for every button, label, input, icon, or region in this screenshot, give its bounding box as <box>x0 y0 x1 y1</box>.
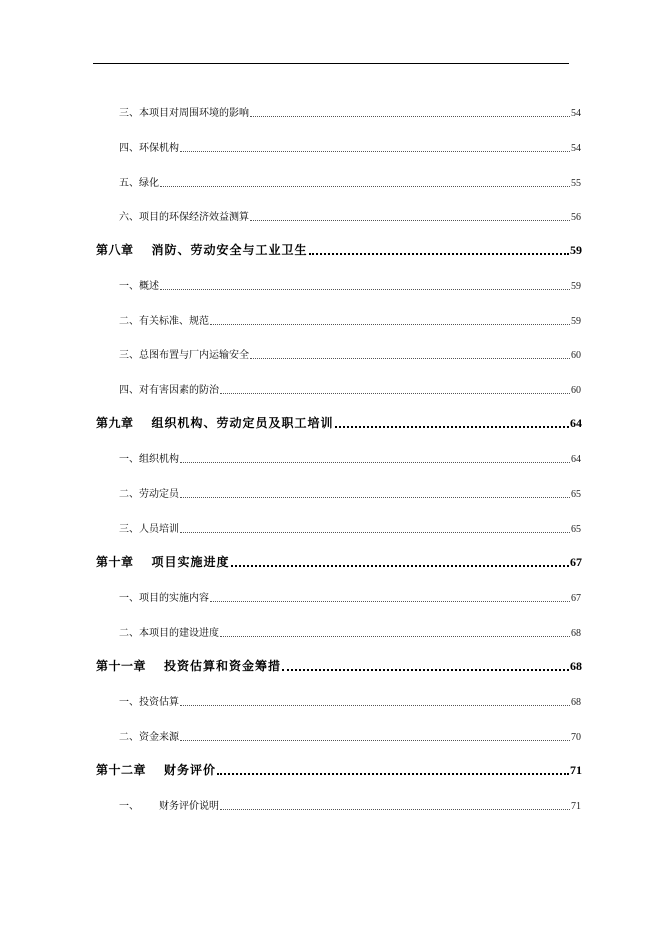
toc-entry-number: 二、 <box>119 628 139 639</box>
toc-entry-number: 一、 <box>119 801 139 812</box>
toc-entry[interactable] <box>119 140 581 154</box>
dot-leader <box>250 358 570 359</box>
toc-entry-number: 二、 <box>119 489 139 500</box>
toc-entry-title: 组织机构 <box>139 454 179 465</box>
dot-leader <box>180 497 570 498</box>
toc-entry-number: 三、 <box>119 524 139 535</box>
dot-leader <box>180 151 570 152</box>
dot-leader <box>250 220 570 221</box>
toc-entry[interactable] <box>119 486 581 500</box>
toc-entry-page: 68 <box>571 628 581 639</box>
toc-entry-page: 59 <box>571 281 581 292</box>
toc-entry-title: 项目的实施内容 <box>139 593 209 604</box>
dot-leader <box>220 809 570 810</box>
toc-chapter-number: 第九章 <box>96 416 134 430</box>
toc-chapter-page: 68 <box>570 659 582 673</box>
toc-chapter-page: 71 <box>570 763 582 777</box>
dot-leader <box>160 186 570 187</box>
toc-entry[interactable] <box>119 347 581 361</box>
toc-entry-title: 项目的环保经济效益测算 <box>139 212 249 223</box>
dot-leader <box>231 565 569 567</box>
toc-entry-page: 56 <box>571 212 581 223</box>
toc-chapter-entry[interactable] <box>96 415 582 431</box>
toc-chapter-number: 第十一章 <box>96 659 147 673</box>
toc-entry-number: 六、 <box>119 212 139 223</box>
toc-entry-page: 65 <box>571 489 581 500</box>
toc-entry[interactable] <box>119 313 581 327</box>
toc-chapter-title: 财务评价 <box>164 763 217 777</box>
toc-entry-page: 71 <box>571 801 581 812</box>
toc-chapter-entry[interactable] <box>96 242 582 258</box>
toc-entry[interactable] <box>119 209 581 223</box>
toc-entry-title: 绿化 <box>139 178 159 189</box>
toc-entry-title: 概述 <box>139 281 159 292</box>
dot-leader <box>210 324 570 325</box>
toc-entry-title: 总图布置与厂内运输安全 <box>139 350 249 361</box>
toc-entry-page: 54 <box>571 143 581 154</box>
toc-entry-title: 财务评价说明 <box>159 801 219 812</box>
toc-entry[interactable] <box>119 175 581 189</box>
toc-entry-title: 对有害因素的防治 <box>139 385 219 396</box>
toc-chapter-title: 项目实施进度 <box>151 555 230 569</box>
toc-entry-title: 资金来源 <box>139 732 179 743</box>
toc-entry-number: 一、 <box>119 593 139 604</box>
toc-entry-page: 60 <box>571 385 581 396</box>
toc-entry-number: 四、 <box>119 143 139 154</box>
toc-entry-number: 二、 <box>119 316 139 327</box>
toc-entry[interactable] <box>119 798 581 812</box>
dot-leader <box>160 289 570 290</box>
toc-entry-title: 人员培训 <box>139 524 179 535</box>
toc-entry-page: 54 <box>571 108 581 119</box>
dot-leader <box>180 705 570 706</box>
toc-chapter-entry[interactable] <box>96 554 582 570</box>
toc-entry-number: 四、 <box>119 385 139 396</box>
dot-leader <box>220 393 570 394</box>
toc-chapter-page: 64 <box>570 416 582 430</box>
toc-entry-title: 有关标准、规范 <box>139 316 209 327</box>
toc-entry-title: 本项目对周围环境的影响 <box>139 108 249 119</box>
toc-entry-title: 劳动定员 <box>139 489 179 500</box>
toc-entry[interactable] <box>119 729 581 743</box>
toc-chapter-title: 组织机构、劳动定员及职工培训 <box>151 416 334 430</box>
toc-entry-number: 五、 <box>119 178 139 189</box>
toc-chapter-entry[interactable] <box>96 762 582 778</box>
dot-leader <box>180 462 570 463</box>
dot-leader <box>210 601 570 602</box>
dot-leader <box>250 116 570 117</box>
dot-leader <box>282 669 569 671</box>
toc-chapter-entry[interactable] <box>96 658 582 674</box>
toc-entry-page: 67 <box>571 593 581 604</box>
dot-leader <box>220 636 570 637</box>
toc-entry[interactable] <box>119 451 581 465</box>
toc-entry-page: 64 <box>571 454 581 465</box>
toc-chapter-number: 第十二章 <box>96 763 147 777</box>
toc-entry[interactable] <box>119 625 581 639</box>
dot-leader <box>309 253 569 255</box>
toc-entry-page: 65 <box>571 524 581 535</box>
toc-chapter-page: 59 <box>570 243 582 257</box>
toc-chapter-page: 67 <box>570 555 582 569</box>
dot-leader <box>180 740 570 741</box>
toc-entry-number: 三、 <box>119 108 139 119</box>
toc-entry[interactable] <box>119 521 581 535</box>
toc-entry-page: 68 <box>571 697 581 708</box>
toc-entry-number: 一、 <box>119 454 139 465</box>
toc-entry-page: 60 <box>571 350 581 361</box>
toc-entry-number: 三、 <box>119 350 139 361</box>
toc-entry-title: 环保机构 <box>139 143 179 154</box>
toc-entry-number: 二、 <box>119 732 139 743</box>
toc-entry-page: 59 <box>571 316 581 327</box>
dot-leader <box>335 426 569 428</box>
dot-leader <box>217 773 569 775</box>
toc-entry-number: 一、 <box>119 697 139 708</box>
toc-entry[interactable] <box>119 105 581 119</box>
dot-leader <box>180 532 570 533</box>
toc-chapter-number: 第十章 <box>96 555 134 569</box>
toc-entry[interactable] <box>119 382 581 396</box>
toc-chapter-title: 投资估算和资金筹措 <box>164 659 282 673</box>
toc-entry[interactable] <box>119 694 581 708</box>
toc-entry-title: 本项目的建设进度 <box>139 628 219 639</box>
toc-entry-number: 一、 <box>119 281 139 292</box>
toc-chapter-title: 消防、劳动安全与工业卫生 <box>151 243 308 257</box>
toc-entry-title: 投资估算 <box>139 697 179 708</box>
toc-chapter-number: 第八章 <box>96 243 134 257</box>
toc-entry-page: 70 <box>571 732 581 743</box>
toc-entry[interactable] <box>119 278 581 292</box>
toc-entry[interactable] <box>119 590 581 604</box>
toc-entry-page: 55 <box>571 178 581 189</box>
